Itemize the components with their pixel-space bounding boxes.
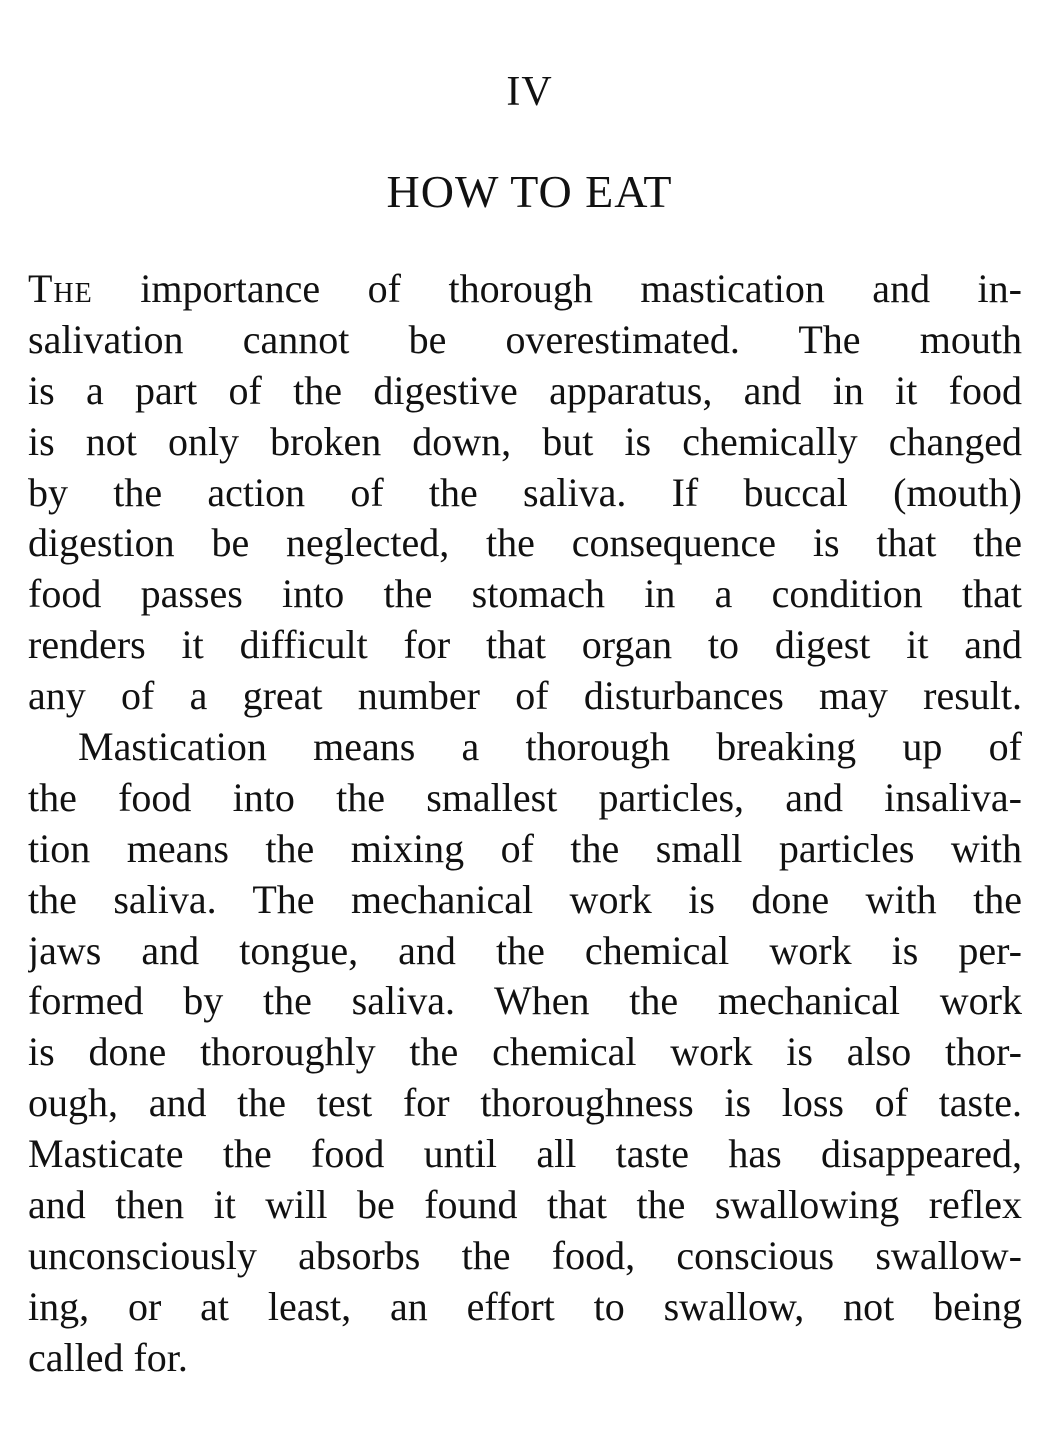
text-line: Masticate the food until all taste has disappeared, bbox=[28, 1131, 1022, 1177]
text-line: ing, or at least, an effort to swallow, not being bbox=[28, 1283, 1022, 1329]
text-line: Mastication means a thorough breaking up of bbox=[78, 724, 1022, 770]
text-line: is a part of the digestive apparatus, and in it food bbox=[28, 367, 1022, 413]
text-line: renders it difficult for that organ to digest it and bbox=[28, 622, 1022, 668]
text-line bbox=[28, 264, 1022, 315]
text-line: any of a great number of disturbances may result. bbox=[28, 673, 1022, 719]
text-line: jaws and tongue, and the chemical work is per- bbox=[28, 927, 1022, 973]
text-line: and then it will be found that the swallowing reflex bbox=[28, 1182, 1022, 1228]
chapter-number: IV bbox=[506, 69, 553, 115]
text-line: called for. bbox=[28, 1334, 188, 1380]
chapter-title: HOW TO EAT bbox=[386, 166, 673, 217]
text-line: ough, and the test for thoroughness is loss of taste. bbox=[28, 1080, 1022, 1126]
drop-lead-word: The bbox=[28, 266, 93, 311]
body-text bbox=[28, 264, 1022, 1384]
text-line: digestion be neglected, the consequence is that the bbox=[28, 520, 1022, 566]
text-line: the food into the smallest particles, and insaliva- bbox=[28, 774, 1022, 820]
text-line: formed by the saliva. When the mechanical work bbox=[28, 978, 1022, 1024]
text-line: food passes into the stomach in a condition that bbox=[28, 571, 1022, 617]
text-line: is not only broken down, but is chemically changed bbox=[28, 418, 1022, 464]
text-line: tion means the mixing of the small particles with bbox=[28, 825, 1022, 871]
text-line: unconsciously absorbs the food, conscious swallow- bbox=[28, 1232, 1022, 1278]
text-line: is done thoroughly the chemical work is also thor- bbox=[28, 1029, 1022, 1075]
text-line: the saliva. The mechanical work is done with the bbox=[28, 876, 1022, 922]
text-line: salivation cannot be overestimated. The mouth bbox=[28, 316, 1022, 362]
text-line-content: importance of thorough mastication and in- bbox=[92, 266, 1022, 311]
text-line: by the action of the saliva. If buccal (mouth) bbox=[28, 469, 1022, 515]
